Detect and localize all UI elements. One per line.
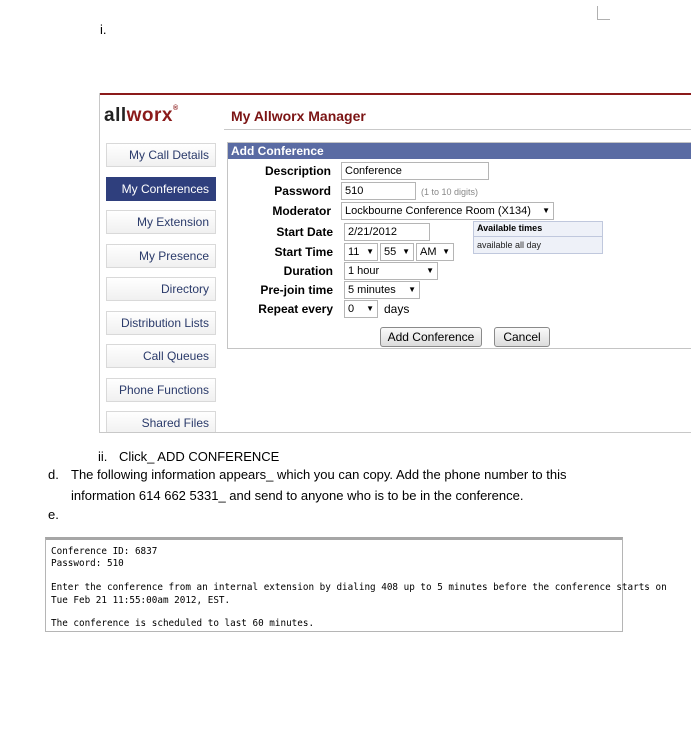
repeat-label: Repeat every — [258, 302, 333, 316]
chevron-down-icon: ▼ — [426, 266, 434, 275]
chevron-down-icon: ▼ — [366, 304, 374, 313]
start-minute-value: 55 — [384, 246, 397, 258]
list-item-ii-text: Click_ ADD CONFERENCE — [119, 449, 280, 464]
password-hint: (1 to 10 digits) — [421, 187, 479, 197]
title-divider — [224, 129, 691, 130]
start-time-label: Start Time — [274, 245, 333, 259]
repeat-unit: days — [384, 302, 410, 316]
repeat-select[interactable] — [344, 300, 378, 318]
repeat-value: 0 — [348, 303, 355, 315]
list-item-d-line2: information 614 662 5331_ and send to anyone who is to be in the conference. — [71, 488, 524, 503]
nav-my-extension[interactable]: My Extension — [106, 210, 216, 234]
password-field[interactable]: 510 — [341, 182, 416, 200]
list-item-ii-num: ii. — [98, 449, 108, 464]
conference-info-screenshot — [45, 537, 667, 632]
available-times-header: Available times — [474, 222, 602, 237]
password-line: Password: 510 — [51, 558, 124, 569]
list-item-e-num: e. — [48, 507, 59, 522]
available-times-value: available all day — [477, 240, 542, 250]
nav-shared-files[interactable]: Shared Files — [106, 411, 216, 433]
nav-my-presence[interactable]: My Presence — [106, 244, 216, 268]
cancel-button[interactable]: Cancel — [494, 327, 550, 347]
top-accent-bar — [100, 93, 691, 101]
panel-header: Add Conference — [228, 143, 691, 159]
start-minute-select[interactable] — [380, 243, 414, 261]
nav-phone-functions[interactable]: Phone Functions — [106, 378, 216, 402]
prejoin-label: Pre-join time — [260, 283, 333, 297]
nav-my-conferences[interactable]: My Conferences — [106, 177, 216, 201]
duration-line: The conference is scheduled to last 60 minutes. — [51, 618, 315, 629]
list-item-i: i. — [100, 22, 107, 37]
start-ampm-select[interactable] — [416, 243, 454, 261]
page-title: My Allworx Manager — [231, 108, 366, 124]
nav-directory[interactable]: Directory — [106, 277, 216, 301]
chevron-down-icon: ▼ — [442, 247, 450, 256]
start-hour-value: 11 — [348, 246, 360, 258]
nav-distribution-lists[interactable]: Distribution Lists — [106, 311, 216, 335]
add-conference-panel — [227, 142, 691, 349]
start-hour-select[interactable] — [344, 243, 378, 261]
chevron-down-icon: ▼ — [402, 247, 410, 256]
instructions-line: Enter the conference from an internal extension by dialing 408 up to 5 minutes before the conference starts on — [51, 582, 667, 593]
conference-id-line: Conference ID: 6837 — [51, 546, 158, 557]
moderator-select[interactable] — [341, 202, 554, 220]
duration-label: Duration — [283, 264, 333, 278]
duration-select[interactable] — [344, 262, 438, 280]
start-ampm-value: AM — [420, 246, 437, 258]
chevron-down-icon: ▼ — [366, 247, 374, 256]
nav-my-call-details[interactable]: My Call Details — [106, 143, 216, 167]
chevron-down-icon: ▼ — [542, 206, 550, 215]
prejoin-select[interactable] — [344, 281, 420, 299]
password-label: Password — [274, 184, 331, 198]
duration-value: 1 hour — [348, 265, 380, 277]
page-corner-mark — [597, 6, 610, 20]
description-label: Description — [264, 164, 331, 178]
moderator-select-value: Lockbourne Conference Room (X134) — [345, 205, 531, 217]
description-field[interactable]: Conference — [341, 162, 489, 180]
add-conference-button[interactable]: Add Conference — [380, 327, 482, 347]
start-date-label: Start Date — [276, 225, 333, 239]
nav-call-queues[interactable]: Call Queues — [106, 344, 216, 368]
list-item-d-num: d. — [48, 467, 59, 482]
allworx-logo: allworx® — [104, 105, 179, 126]
moderator-label: Moderator — [272, 204, 331, 218]
available-times-box — [473, 221, 603, 254]
prejoin-value: 5 minutes — [348, 284, 396, 296]
start-date-field[interactable]: 2/21/2012 — [344, 223, 430, 241]
allworx-manager-screenshot — [99, 93, 691, 433]
chevron-down-icon: ▼ — [408, 285, 416, 294]
start-time-line: Tue Feb 21 11:55:00am 2012, EST. — [51, 595, 231, 606]
list-item-d-line1: The following information appears_ which you can copy. Add the phone number to this — [71, 467, 567, 482]
